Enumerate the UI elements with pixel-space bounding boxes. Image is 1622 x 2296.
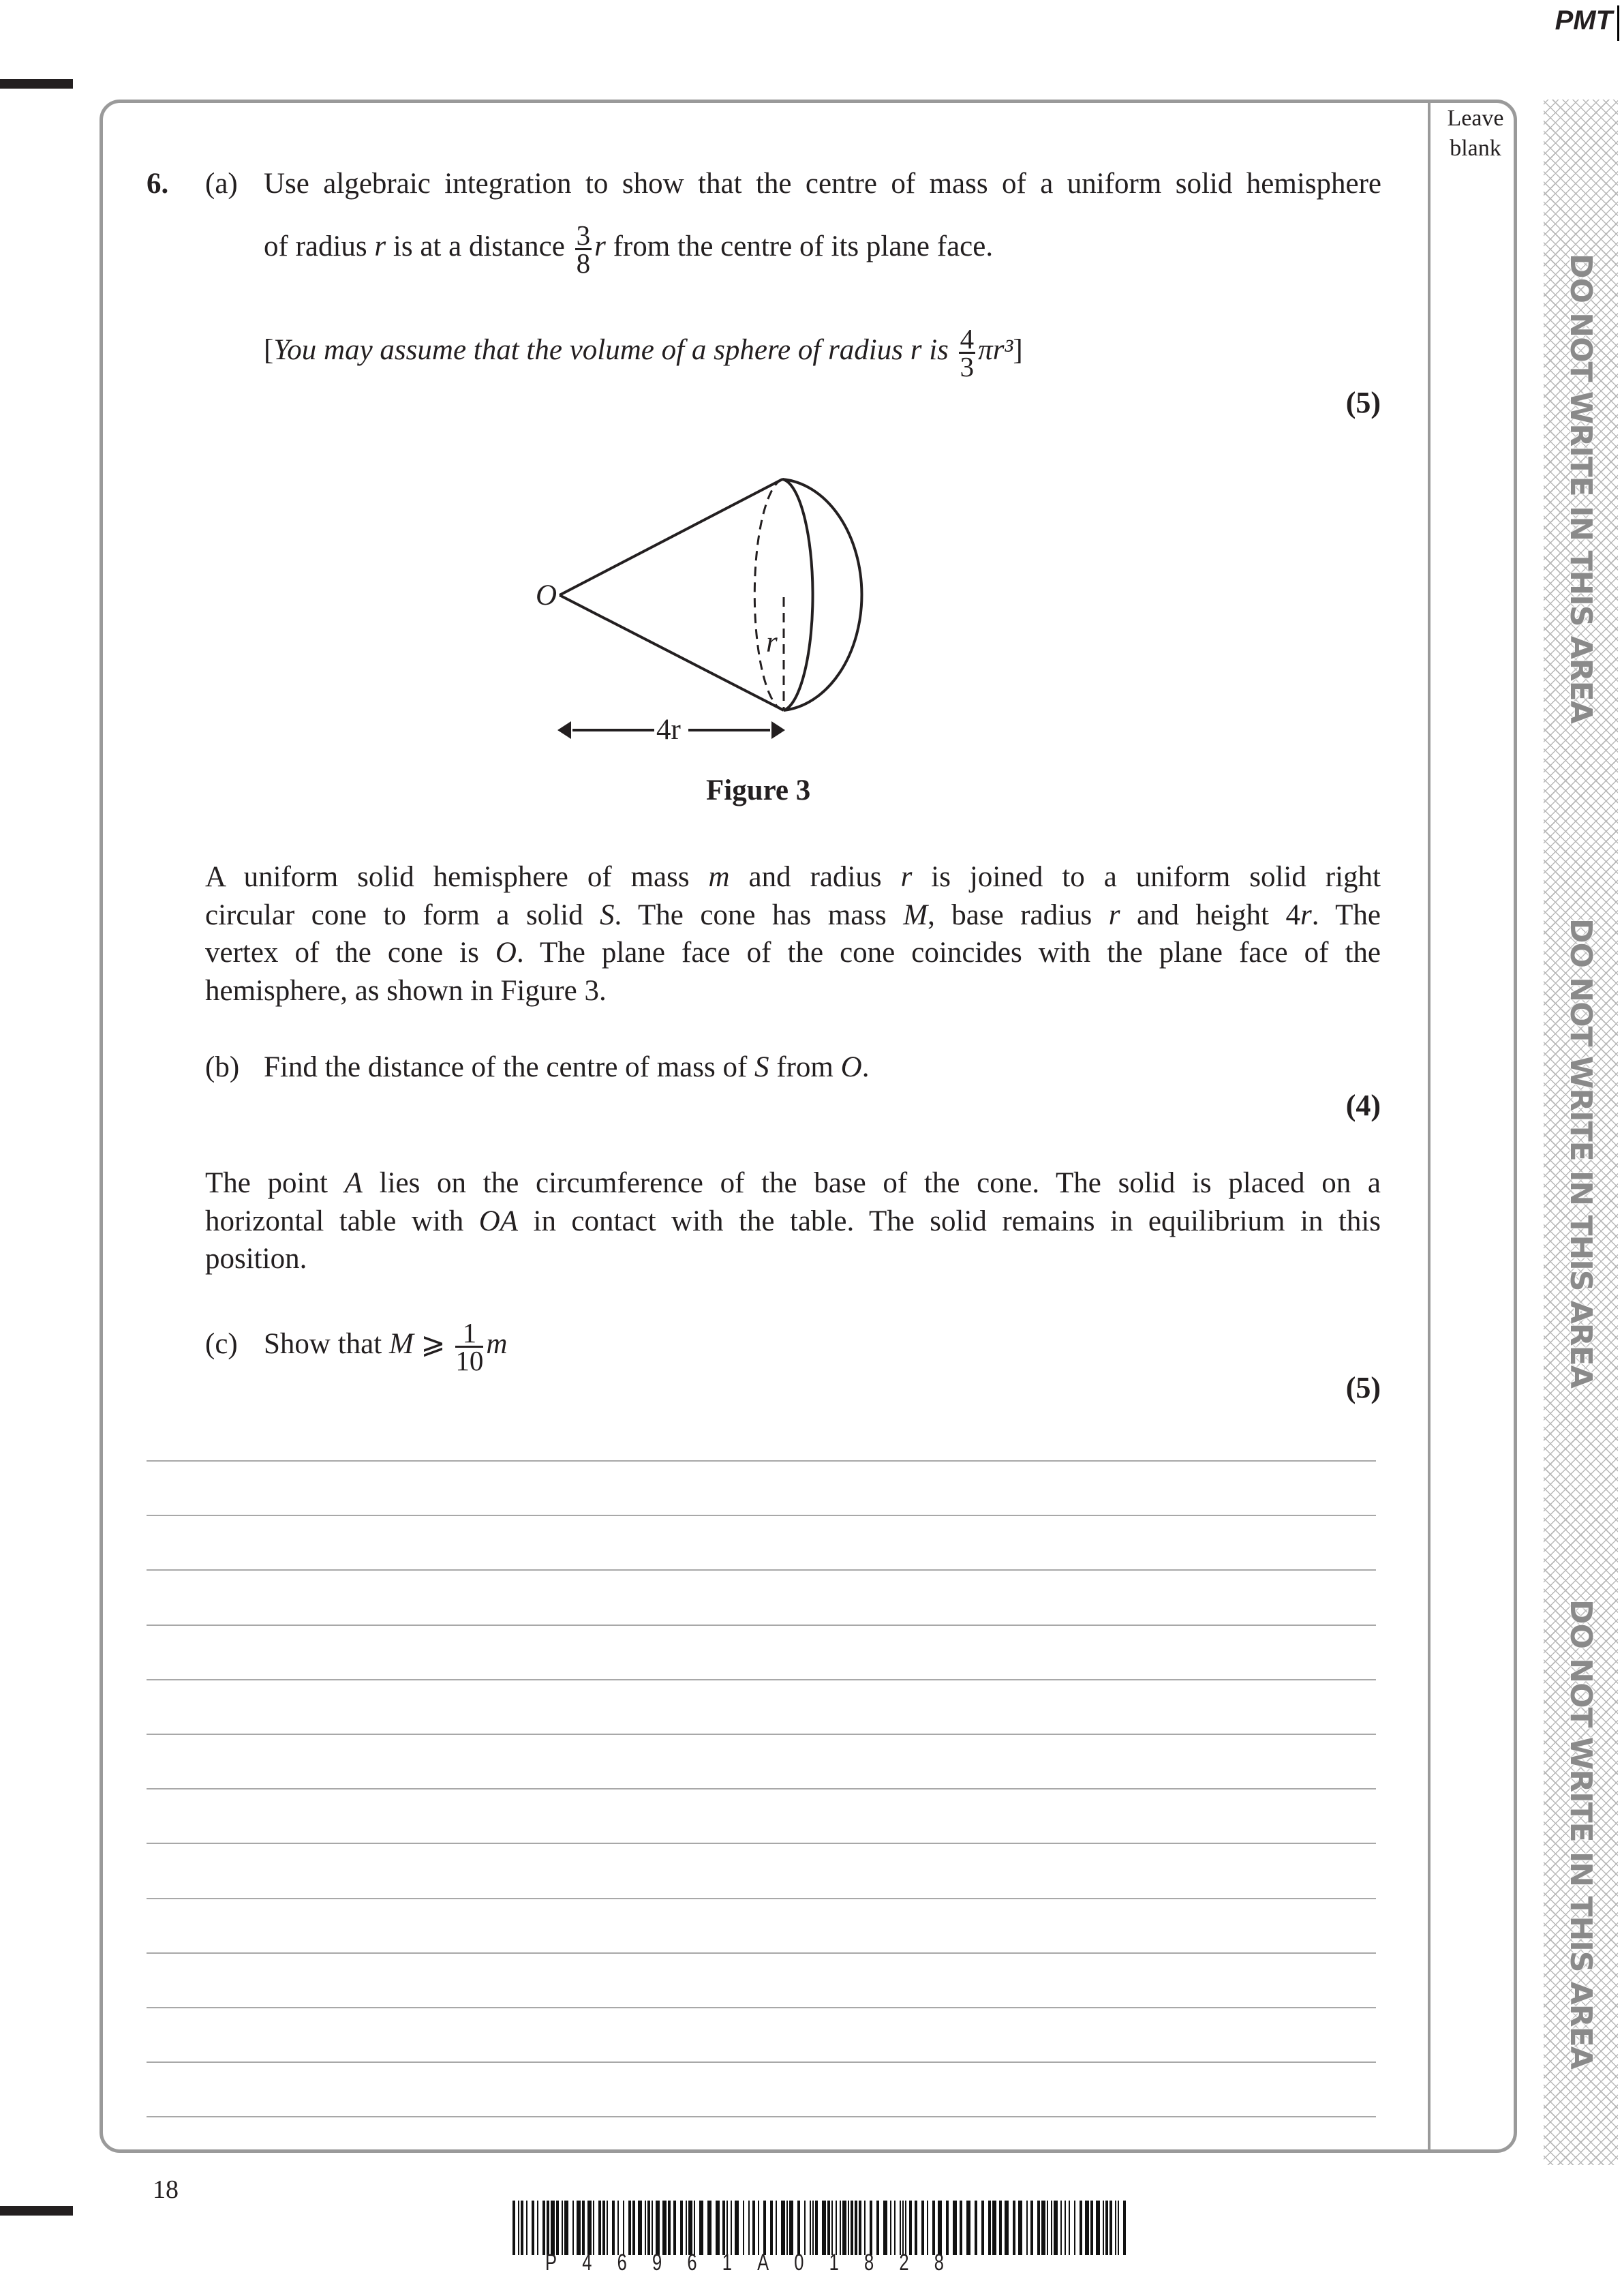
barcode-bar [662, 2201, 667, 2255]
part-b-text [264, 1048, 869, 1087]
var-m: m [486, 1328, 508, 1360]
barcode-bar [694, 2201, 695, 2255]
answer-line[interactable] [147, 2061, 1376, 2063]
text: . The [1311, 898, 1381, 931]
barcode-bar [668, 2201, 671, 2255]
barcode-bar [855, 2201, 857, 2255]
marks-c: (5) [1345, 1371, 1381, 1404]
barcode-bar [851, 2201, 853, 2255]
part-c-label: (c) [205, 1328, 238, 1360]
intro-line [205, 858, 1381, 896]
barcode-char: 1 [722, 2250, 732, 2276]
variable: M [903, 898, 928, 931]
barcode-bar [1085, 2201, 1089, 2255]
barcode-bar [598, 2201, 601, 2255]
variable: m [708, 861, 730, 893]
barcode-bar [686, 2201, 687, 2255]
barcode-bar [607, 2201, 608, 2255]
variable: O [840, 1051, 862, 1083]
answer-line[interactable] [147, 1898, 1376, 1899]
base-hidden-arc [754, 479, 784, 710]
answer-line[interactable] [147, 1460, 1376, 1462]
barcode-bar [1090, 2201, 1093, 2255]
barcode-bar [822, 2201, 826, 2255]
answer-line[interactable] [147, 1952, 1376, 1954]
barcode [512, 2201, 1133, 2255]
barcode-bar [909, 2201, 912, 2255]
intro-line [205, 972, 607, 1010]
barcode-bar [921, 2201, 924, 2255]
barcode-bar [1037, 2201, 1040, 2255]
page-number: 18 [153, 2175, 179, 2204]
barcode-bar [521, 2201, 523, 2255]
base-front-arc [782, 479, 813, 710]
text: Show that [264, 1328, 389, 1360]
barcode-bar [946, 2201, 949, 2255]
answer-line[interactable] [147, 2116, 1376, 2117]
barcode-bar [876, 2201, 879, 2255]
text: of radius [264, 230, 375, 262]
barcode-bar [1030, 2201, 1033, 2255]
cone-upper-edge [560, 479, 782, 595]
text: . The plane face of the cone coincides with the plane face of the [516, 937, 1381, 969]
figure-caption: Figure 3 [706, 774, 811, 806]
part-b-label: (b) [205, 1051, 240, 1083]
arrow-right-icon [771, 721, 785, 739]
barcode-bar [1069, 2201, 1070, 2255]
text: . [861, 1051, 870, 1083]
barcode-bar [731, 2201, 732, 2255]
barcode-bar [938, 2201, 942, 2255]
barcode-bar [988, 2201, 991, 2255]
text: vertex of the cone is [205, 937, 495, 969]
answer-line[interactable] [147, 1625, 1376, 1626]
fraction-1-10 [455, 1316, 484, 1376]
var-M: M [388, 1328, 414, 1360]
barcode-bar [623, 2201, 624, 2255]
intro-line [205, 934, 1381, 972]
variable: O [495, 937, 517, 969]
variable: S [600, 898, 615, 931]
barcode-bar [673, 2201, 676, 2255]
barcode-bar [812, 2201, 814, 2255]
setup-line [205, 1203, 1381, 1241]
hint-text: You may assume that the volume of a sphere of radius r is [273, 334, 956, 366]
text: is at a distance [386, 230, 572, 262]
barcode-bar [582, 2201, 585, 2255]
barcode-bar [602, 2201, 605, 2255]
text: and height 4 [1120, 898, 1300, 931]
barcode-bar [512, 2201, 515, 2255]
barcode-char: A [757, 2250, 769, 2276]
barcode-bar [726, 2201, 728, 2255]
marks-a: (5) [1345, 386, 1381, 419]
setup-line [205, 1164, 1381, 1203]
barcode-bar [870, 2201, 872, 2255]
barcode-bar [810, 2201, 811, 2255]
barcode-bar [900, 2201, 901, 2255]
text: Find the distance of the centre of mass of [264, 1051, 755, 1083]
barcode-bar [1018, 2201, 1022, 2255]
bracket: ] [1013, 334, 1023, 366]
answer-line[interactable] [147, 1515, 1376, 1516]
barcode-bar [748, 2201, 750, 2255]
barcode-bar [999, 2201, 1002, 2255]
barcode-bar [688, 2201, 692, 2255]
denominator: 8 [576, 247, 591, 279]
question-number: 6. [147, 168, 169, 200]
barcode-bar [1013, 2201, 1015, 2255]
intro-line [205, 896, 1381, 935]
text: lies on the circumference of the base of the cone. The solid is placed on a [362, 1167, 1381, 1199]
brand-logo: PMT [1555, 5, 1612, 35]
denominator: 3 [960, 350, 975, 382]
barcode-bar [1047, 2201, 1048, 2255]
barcode-bar [628, 2201, 631, 2255]
barcode-bar [864, 2201, 866, 2255]
numerator: 4 [960, 322, 975, 354]
barcode-bar [1060, 2201, 1062, 2255]
barcode-bar [859, 2201, 861, 2255]
barcode-bar [981, 2201, 984, 2255]
barcode-bar [564, 2201, 568, 2255]
text: from the centre of its plane face. [605, 230, 994, 262]
barcode-bar [894, 2201, 896, 2255]
barcode-bar [1054, 2201, 1058, 2255]
barcode-bar [1080, 2201, 1082, 2255]
text: position. [205, 1243, 307, 1275]
text: in contact with the table. The solid remains in equilibrium in this [518, 1205, 1381, 1237]
barcode-char: 4 [582, 2250, 592, 2276]
barcode-bar [556, 2201, 559, 2255]
barcode-bar [542, 2201, 545, 2255]
barcode-bar [537, 2201, 538, 2255]
margin-warning: DO NOT WRITE IN THIS AREA [1563, 254, 1598, 723]
text: A uniform solid hemisphere of mass [205, 861, 709, 893]
registration-mark [0, 2206, 73, 2216]
barcode-bar [815, 2201, 818, 2255]
barcode-bar [532, 2201, 534, 2255]
barcode-bar [722, 2201, 725, 2255]
denominator: 10 [455, 1344, 484, 1376]
answer-line[interactable] [147, 1734, 1376, 1735]
variable: r [1108, 898, 1120, 931]
barcode-bar [735, 2201, 739, 2255]
barcode-bar [1074, 2201, 1075, 2255]
barcode-bar [716, 2201, 720, 2255]
barcode-bar [707, 2201, 711, 2255]
part-c-text [264, 1314, 507, 1374]
barcode-bar [1041, 2201, 1045, 2255]
barcode-bar [848, 2201, 849, 2255]
barcode-bar [547, 2201, 549, 2255]
blank-label: blank [1450, 136, 1501, 161]
answer-line[interactable] [147, 1843, 1376, 1844]
barcode-bar [577, 2201, 581, 2255]
barcode-bar [752, 2201, 755, 2255]
setup-line [205, 1240, 307, 1278]
barcode-text [545, 2250, 944, 2276]
leave-label: Leave [1447, 106, 1504, 131]
barcode-char: 6 [687, 2250, 697, 2276]
text: and radius [729, 861, 901, 893]
cone-lower-edge [560, 595, 784, 710]
barcode-bar [638, 2201, 642, 2255]
barcode-char: 6 [617, 2250, 627, 2276]
answer-line[interactable] [147, 1788, 1376, 1789]
vertex-label: O [536, 579, 557, 611]
barcode-char: 8 [864, 2250, 874, 2276]
length-label: 4r [656, 714, 681, 746]
barcode-char: 8 [934, 2250, 944, 2276]
hint-expression: πr³ [978, 334, 1013, 366]
barcode-bar [960, 2201, 962, 2255]
barcode-bar [890, 2201, 891, 2255]
text: from [769, 1051, 841, 1083]
numerator: 3 [576, 219, 591, 251]
text: , base radius [928, 898, 1109, 931]
barcode-bar [1026, 2201, 1028, 2255]
figure-3-diagram [0, 0, 1622, 852]
barcode-bar [612, 2201, 615, 2255]
barcode-char: 2 [899, 2250, 909, 2276]
radius-label: r [766, 626, 778, 659]
barcode-bar [526, 2201, 527, 2255]
numerator: 1 [455, 1320, 483, 1348]
text: hemisphere, as shown in Figure 3. [205, 975, 607, 1008]
barcode-bar [836, 2201, 837, 2255]
barcode-bar [656, 2201, 660, 2255]
barcode-bar [840, 2201, 841, 2255]
barcode-bar [966, 2201, 970, 2255]
text: circular cone to form a solid [205, 898, 600, 931]
barcode-bar [1065, 2201, 1066, 2255]
answer-line[interactable] [147, 2007, 1376, 2008]
barcode-bar [680, 2201, 683, 2255]
text: is joined to a uniform solid right [912, 861, 1381, 893]
barcode-bar [593, 2201, 594, 2255]
text: The point [205, 1167, 345, 1199]
barcode-bar [975, 2201, 977, 2255]
barcode-bar [652, 2201, 653, 2255]
text: horizontal table with [205, 1205, 479, 1237]
barcode-bar [883, 2201, 887, 2255]
relation: ⩾ [413, 1328, 453, 1360]
barcode-bar [551, 2201, 555, 2255]
part-a-label: (a) [205, 168, 238, 200]
barcode-bar [587, 2201, 592, 2255]
barcode-bar [831, 2201, 833, 2255]
barcode-bar [743, 2201, 744, 2255]
barcode-bar [617, 2201, 619, 2255]
barcode-bar [1105, 2201, 1108, 2255]
barcode-bar [562, 2201, 563, 2255]
barcode-bar [699, 2201, 703, 2255]
answer-line[interactable] [147, 1569, 1376, 1571]
barcode-bar [786, 2201, 788, 2255]
barcode-bar [927, 2201, 928, 2255]
barcode-bar [1123, 2201, 1126, 2255]
barcode-bar [518, 2201, 519, 2255]
barcode-bar [781, 2201, 785, 2255]
barcode-bar [776, 2201, 777, 2255]
barcode-bar [645, 2201, 646, 2255]
margin-warning: DO NOT WRITE IN THIS AREA [1563, 918, 1598, 1388]
var-r: r [594, 230, 606, 262]
barcode-bar [1118, 2201, 1119, 2255]
variable: S [754, 1051, 769, 1083]
barcode-bar [915, 2201, 917, 2255]
barcode-bar [797, 2201, 800, 2255]
barcode-char: 9 [652, 2250, 662, 2276]
barcode-bar [1103, 2201, 1104, 2255]
barcode-bar [770, 2201, 773, 2255]
barcode-bar [827, 2201, 830, 2255]
barcode-char: 0 [794, 2250, 804, 2276]
variable: r [900, 861, 913, 893]
text: . The cone has mass [614, 898, 904, 931]
var-r: r [374, 230, 386, 262]
barcode-bar [1115, 2201, 1116, 2255]
arrow-left-icon [557, 721, 571, 739]
barcode-bar [953, 2201, 957, 2255]
barcode-bar [632, 2201, 635, 2255]
barcode-bar [789, 2201, 793, 2255]
barcode-bar [572, 2201, 574, 2255]
barcode-bar [1051, 2201, 1052, 2255]
part-a-line1: Use algebraic integration to show that the centre of mass of a uniform solid hemisphere [264, 168, 1381, 200]
barcode-char: P [545, 2250, 557, 2276]
barcode-bar [1110, 2201, 1112, 2255]
barcode-bar [758, 2201, 759, 2255]
barcode-char: 1 [829, 2250, 839, 2276]
bracket: [ [264, 334, 274, 366]
barcode-bar [932, 2201, 935, 2255]
barcode-bar [1005, 2201, 1009, 2255]
marks-b: (4) [1345, 1089, 1381, 1122]
barcode-bar [647, 2201, 650, 2255]
variable: A [344, 1167, 363, 1199]
answer-line[interactable] [147, 1679, 1376, 1680]
barcode-bar [905, 2201, 906, 2255]
margin-warning: DO NOT WRITE IN THIS AREA [1563, 1599, 1598, 2069]
barcode-bar [992, 2201, 996, 2255]
variable: r [1300, 898, 1312, 931]
barcode-bar [842, 2201, 846, 2255]
variable: OA [478, 1205, 519, 1237]
barcode-bar [902, 2201, 904, 2255]
hemisphere-outline [782, 479, 861, 710]
barcode-bar [763, 2201, 766, 2255]
barcode-bar [1096, 2201, 1100, 2255]
barcode-bar [804, 2201, 806, 2255]
